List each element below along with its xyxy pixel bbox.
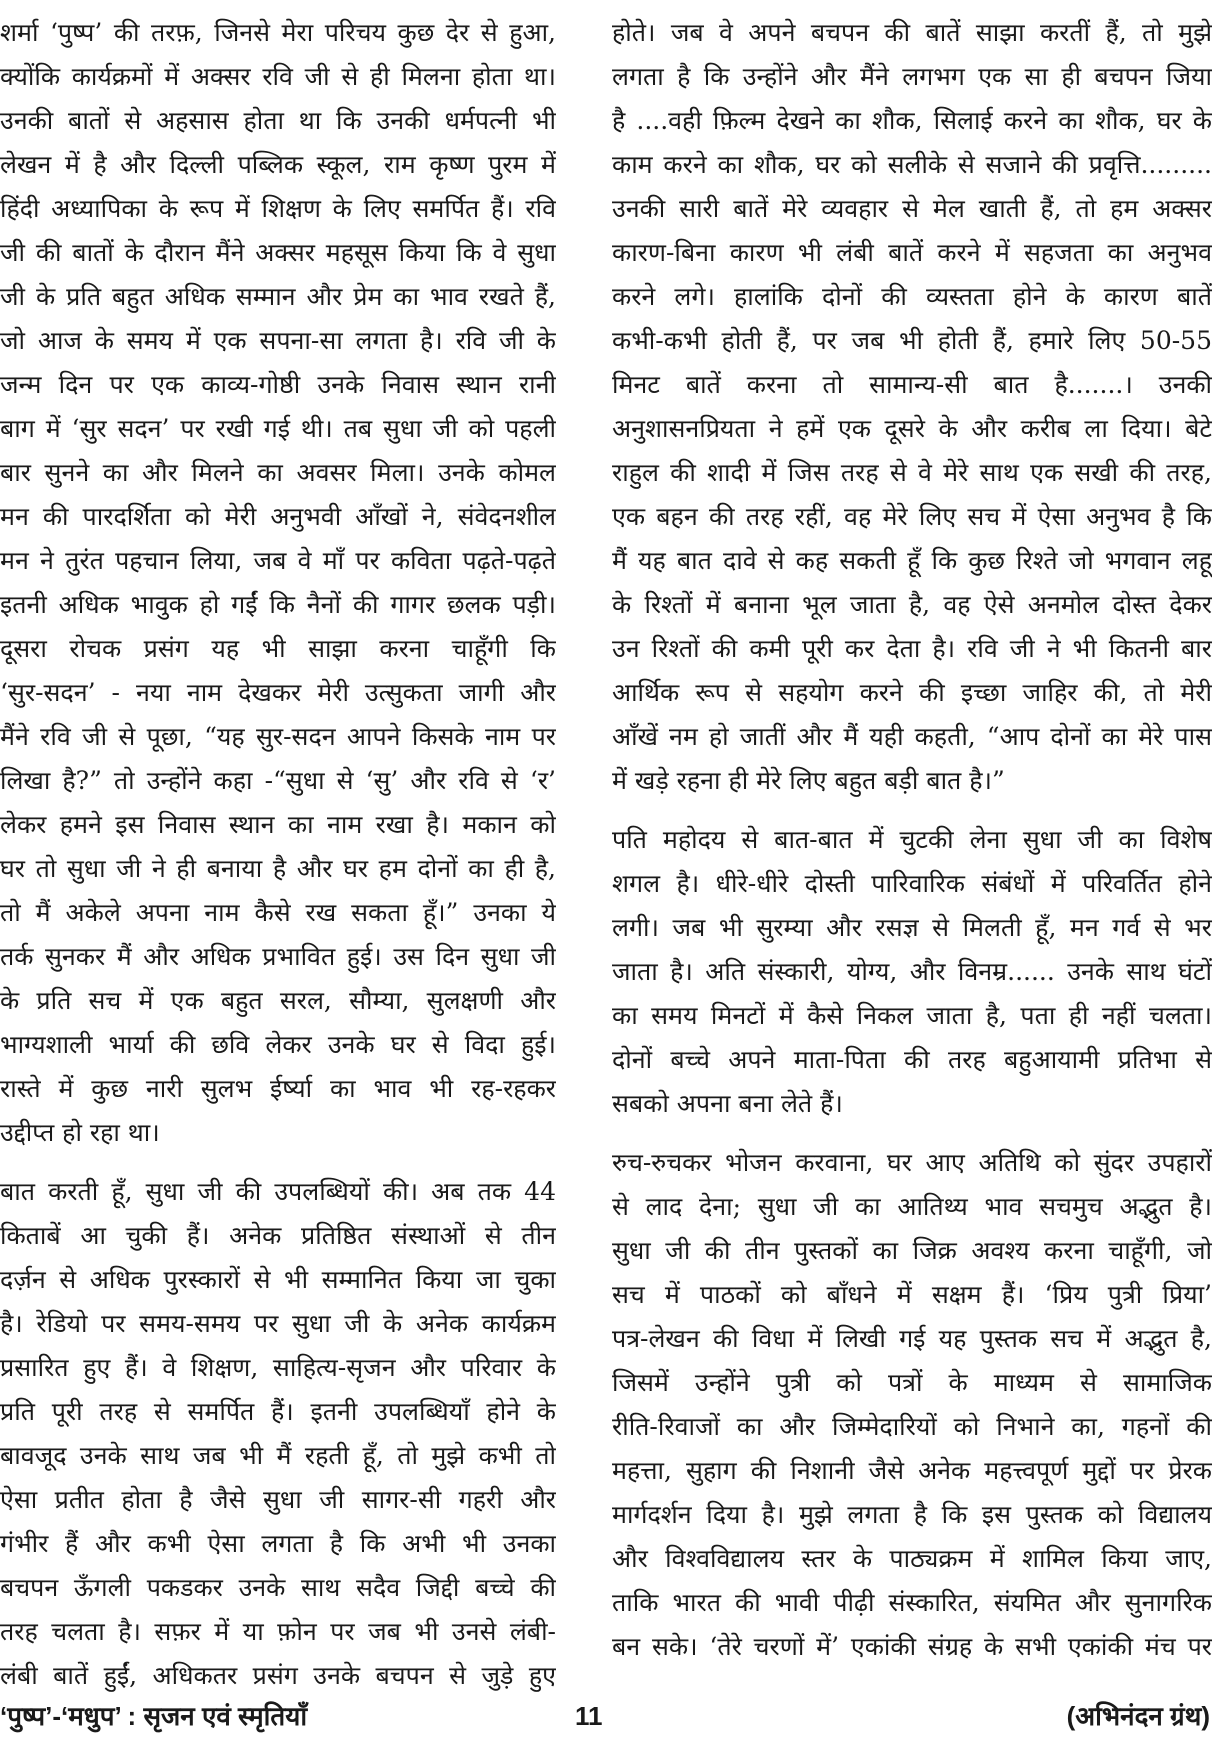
text-line: लेकर हमने इस निवास स्थान का नाम रखा है। मकान को — [0, 810, 556, 839]
paragraph — [612, 1141, 1212, 1669]
text-line: अनुशासनप्रियता ने हमें एक दूसरे के और करीब ला दिया। बेटे — [612, 414, 1212, 443]
text-line: दोनों बच्चे अपने माता-पिता की तरह बहुआयामी प्रतिभा से — [612, 1045, 1212, 1074]
text-line: मन ने तुरंत पहचान लिया, जब वे माँ पर कविता पढ़ते-पढ़ते — [0, 546, 556, 575]
text-line: उन रिश्तों की कमी पूरी कर देता है। रवि जी ने भी कितनी बार — [612, 634, 1212, 663]
text-line: बन सके। ‘तेरे चरणों में’ एकांकी संग्रह के सभी एकांकी मंच पर — [612, 1632, 1212, 1661]
text-line: बार सुनने का और मिलने का अवसर मिला। उनके कोमल — [0, 458, 556, 487]
text-line: बाग में ‘सुर सदन’ पर रखी गई थी। तब सुधा जी को पहली — [0, 414, 556, 443]
text-line: जो आज के समय में एक सपना-सा लगता है। रवि जी के — [0, 326, 556, 355]
text-line: पति महोदय से बात-बात में चुटकी लेना सुधा जी का विशेष — [612, 825, 1212, 854]
text-line: लगी। जब भी सुरम्या और रसज्ञ से मिलती हूँ, मन गर्व से भर — [612, 913, 1212, 942]
text-line: इतनी अधिक भावुक हो गईं कि नैनों की गागर छलक पड़ी। — [0, 590, 556, 619]
text-line: सुधा जी की तीन पुस्तकों का जिक्र अवश्य करना चाहूँगी, जो — [612, 1236, 1212, 1265]
paragraph — [612, 818, 1212, 1126]
text-line: लंबी बातें हुईं, अधिकतर प्रसंग उनके बचपन से जुड़े हुए — [0, 1661, 556, 1690]
text-line: मन की पारदर्शिता को मेरी अनुभवी आँखों ने, संवेदनशील — [0, 502, 556, 531]
text-line: और विश्वविद्यालय स्तर के पाठ्यक्रम में शामिल किया जाए, — [612, 1544, 1212, 1573]
text-line: जाता है। अति संस्कारी, योग्य, और विनम्र...... उनके साथ घंटों — [612, 957, 1212, 986]
text-line: क्योंकि कार्यक्रमों में अक्सर रवि जी से ही मिलना होता था। — [0, 62, 556, 91]
text-line: तर्क सुनकर मैं और अधिक प्रभावित हुई। उस दिन सुधा जी — [0, 942, 556, 971]
left-column — [0, 11, 556, 1713]
text-line: रास्ते में कुछ नारी सुलभ ईर्ष्या का भाव भी रह-रहकर — [0, 1074, 556, 1103]
text-line: आँखें नम हो जातीं और मैं यही कहती, “आप दोनों का मेरे पास — [612, 722, 1212, 751]
text-line: मैं यह बात दावे से कह सकती हूँ कि कुछ रिश्ते जो भगवान लहू — [612, 546, 1212, 575]
text-line: ताकि भारत की भावी पीढ़ी संस्कारित, संयमित और सुनागरिक — [612, 1588, 1212, 1617]
text-line: काम करने का शौक, घर को सलीके से सजाने की प्रवृत्ति......... — [612, 150, 1212, 179]
text-line: उनकी सारी बातें मेरे व्यवहार से मेल खाती हैं, तो हम अक्सर — [612, 194, 1212, 223]
text-line: महत्ता, सुहाग की निशानी जैसे अनेक महत्त्वपूर्ण मुद्दों पर प्रेरक — [612, 1456, 1212, 1485]
text-line: घर तो सुधा जी ने ही बनाया है और घर हम दोनों का ही है, — [0, 854, 556, 883]
text-line: करने लगे। हालांकि दोनों की व्यस्तता होने के कारण बातें — [612, 282, 1212, 311]
text-line: पत्र-लेखन की विधा में लिखी गई यह पुस्तक सच में अद्भुत है, — [612, 1324, 1212, 1353]
text-line: बावजूद उनके साथ जब भी मैं रहती हूँ, तो मुझे कभी तो — [0, 1441, 556, 1470]
text-line: के प्रति सच में एक बहुत सरल, सौम्या, सुलक्षणी और — [0, 986, 556, 1015]
text-line: प्रसारित हुए हैं। वे शिक्षण, साहित्य-सृजन और परिवार के — [0, 1353, 556, 1382]
text-line: कभी-कभी होती हैं, पर जब भी होती हैं, हमारे लिए 50-55 — [612, 326, 1212, 355]
text-line: लिखा है?” तो उन्होंने कहा -“सुधा से ‘सु’ और रवि से ‘र’ — [0, 766, 556, 795]
text-line: कारण-बिना कारण भी लंबी बातें करने में सहजता का अनुभव — [612, 238, 1212, 267]
paragraph — [612, 11, 1212, 803]
text-line: शगल है। धीरे-धीरे दोस्ती पारिवारिक संबंधों में परिवर्तित होने — [612, 869, 1212, 898]
text-line: जिसमें उन्होंने पुत्री को पत्रों के माध्यम से सामाजिक — [612, 1368, 1212, 1397]
text-line: ‘सुर-सदन’ - नया नाम देखकर मेरी उत्सुकता जागी और — [0, 678, 556, 707]
text-line: मार्गदर्शन दिया है। मुझे लगता है कि इस पुस्तक को विद्यालय — [612, 1500, 1212, 1529]
text-line: बचपन ऊँगली पकडकर उनके साथ सदैव जिद्दी बच्चे की — [0, 1573, 556, 1602]
text-line: में खड़े रहना ही मेरे लिए बहुत बड़ी बात है।” — [612, 766, 1005, 795]
text-line: होते। जब वे अपने बचपन की बातें साझा करतीं हैं, तो मुझे — [612, 18, 1212, 47]
text-line: भाग्यशाली भार्या की छवि लेकर उनके घर से विदा हुई। — [0, 1030, 556, 1059]
text-line: तरह चलता है। सफ़र में या फ़ोन पर जब भी उनसे लंबी- — [0, 1617, 556, 1646]
footer-book-title: ‘पुष्प’-‘मधुप’ : सृजन एवं स्मृतियाँ — [0, 1701, 308, 1731]
text-line: मैंने रवि जी से पूछा, “यह सुर-सदन आपने किसके नाम पर — [0, 722, 556, 751]
text-line: हिंदी अध्यापिका के रूप में शिक्षण के लिए समर्पित हैं। रवि — [0, 194, 556, 223]
text-line: प्रति पूरी तरह से समर्पित हैं। इतनी उपलब्धियाँ होने के — [0, 1397, 556, 1426]
text-line: उद्दीप्त हो रहा था। — [0, 1118, 160, 1147]
text-line: ऐसा प्रतीत होता है जैसे सुधा जी सागर-सी गहरी और — [0, 1485, 556, 1514]
page-number: 11 — [575, 1701, 603, 1731]
text-line: राहुल की शादी में जिस तरह से वे मेरे साथ एक सखी की तरह, — [612, 458, 1212, 487]
text-line: लगता है कि उन्होंने और मैंने लगभग एक सा ही बचपन जिया — [612, 62, 1212, 91]
text-line: किताबें आ चुकी हैं। अनेक प्रतिष्ठित संस्थाओं से तीन — [0, 1221, 556, 1250]
text-line: रुच-रुचकर भोजन करवाना, घर आए अतिथि को सुंदर उपहारों — [612, 1148, 1212, 1177]
paragraph — [0, 1170, 556, 1698]
text-line: दर्ज़न से अधिक पुरस्कारों से भी सम्मानित किया जा चुका — [0, 1265, 556, 1294]
paragraph — [0, 11, 556, 1155]
text-line: जी के प्रति बहुत अधिक सम्मान और प्रेम का भाव रखते हैं, — [0, 282, 556, 311]
text-line: तो मैं अकेले अपना नाम कैसे रख सकता हूँ।” उनका ये — [0, 898, 556, 927]
text-line: शर्मा ‘पुष्प’ की तरफ़, जिनसे मेरा परिचय कुछ देर से हुआ, — [0, 18, 556, 47]
page-footer — [0, 1694, 1214, 1738]
text-line: एक बहन की तरह रहीं, वह मेरे लिए सच में ऐसा अनुभव है कि — [612, 502, 1212, 531]
text-line: जी की बातों के दौरान मैंने अक्सर महसूस किया कि वे सुधा — [0, 238, 556, 267]
text-line: जन्म दिन पर एक काव्य-गोष्ठी उनके निवास स्थान रानी — [0, 370, 556, 399]
text-line: का समय मिनटों में कैसे निकल जाता है, पता ही नहीं चलता। — [612, 1001, 1212, 1030]
text-line: है ....वही फ़िल्म देखने का शौक, सिलाई करने का शौक, घर के — [612, 106, 1212, 135]
text-line: है। रेडियो पर समय-समय पर सुधा जी के अनेक कार्यक्रम — [0, 1309, 556, 1338]
text-line: के रिश्तों में बनाना भूल जाता है, वह ऐसे अनमोल दोस्त देकर — [612, 590, 1212, 619]
text-line: सबको अपना बना लेते हैं। — [612, 1089, 843, 1118]
right-column — [612, 11, 1212, 1684]
text-line: दूसरा रोचक प्रसंग यह भी साझा करना चाहूँगी कि — [0, 634, 556, 663]
text-line: मिनट बातें करना तो सामान्य-सी बात है.......। उनकी — [612, 370, 1212, 399]
text-line: लेखन में है और दिल्ली पब्लिक स्कूल, राम कृष्ण पुरम में — [0, 150, 556, 179]
text-line: गंभीर हैं और कभी ऐसा लगता है कि अभी भी उनका — [0, 1529, 556, 1558]
text-line: उनकी बातों से अहसास होता था कि उनकी धर्मपत्नी भी — [0, 106, 556, 135]
text-line: सच में पाठकों को बाँधने में सक्षम हैं। ‘प्रिय पुत्री प्रिया’ — [612, 1280, 1212, 1309]
text-line: रीति-रिवाजों का और जिम्मेदारियों को निभाने का, गहनों की — [612, 1412, 1212, 1441]
footer-book-type: (अभिनंदन ग्रंथ) — [1066, 1701, 1210, 1731]
text-line: आर्थिक रूप से सहयोग करने की इच्छा जाहिर की, तो मेरी — [612, 678, 1212, 707]
text-line: बात करती हूँ, सुधा जी की उपलब्धियों की। अब तक 44 — [0, 1177, 556, 1206]
text-line: से लाद देना; सुधा जी का आतिथ्य भाव सचमुच अद्भुत है। — [612, 1192, 1212, 1221]
